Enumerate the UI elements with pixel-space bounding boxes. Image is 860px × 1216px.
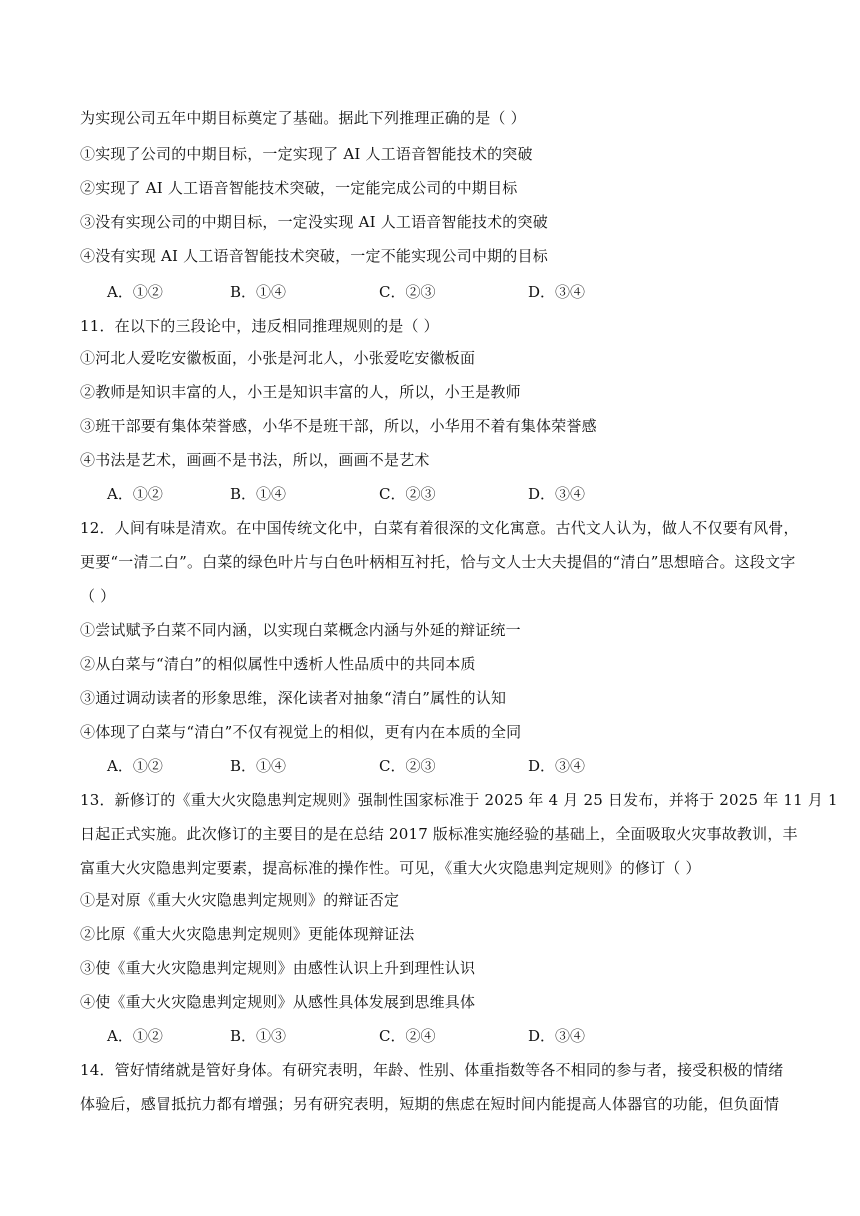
q11-option-a[interactable]: A．①② [107, 485, 163, 503]
q12-option-d[interactable]: D．③④ [528, 757, 586, 775]
q10-option-c[interactable]: C．②③ [379, 283, 436, 301]
q13-stem-line-1: 13．新修订的《重大火灾隐患判定规则》强制性国家标准于 2025 年 4 月 25 日发布，并将于 2025 年 11 月 1 [80, 791, 838, 809]
q12-option-a[interactable]: A．①② [107, 757, 163, 775]
q13-option-b[interactable]: B．①③ [230, 1027, 287, 1045]
q13-option-a[interactable]: A．①② [107, 1027, 163, 1045]
q12-item-4: ④体现了白菜与“清白”不仅有视觉上的相似，更有内在本质的全同 [80, 723, 522, 741]
q13-stem-line-3: 富重大火灾隐患判定要素，提高标准的操作性。可见，《重大火灾隐患判定规则》的修订（ ） [80, 859, 701, 877]
q10-option-b[interactable]: B．①④ [230, 283, 287, 301]
q10-item-2: ②实现了 AI 人工语音智能技术突破，一定能完成公司的中期目标 [80, 179, 518, 197]
q11-item-2: ②教师是知识丰富的人，小王是知识丰富的人，所以，小王是教师 [80, 383, 521, 401]
q12-option-b[interactable]: B．①④ [230, 757, 287, 775]
q14-stem-line-1: 14．管好情绪就是管好身体。有研究表明，年龄、性别、体重指数等各不相同的参与者，接受积极的情绪 [80, 1061, 784, 1079]
q12-item-3: ③通过调动读者的形象思维，深化读者对抽象“清白”属性的认知 [80, 689, 507, 707]
q10-option-a[interactable]: A．①② [107, 283, 163, 301]
q11-option-d[interactable]: D．③④ [528, 485, 586, 503]
q11-stem: 11．在以下的三段论中，违反相同推理规则的是（ ） [80, 317, 439, 335]
q10-stem-tail: 为实现公司五年中期目标奠定了基础。据此下列推理正确的是（ ） [80, 109, 526, 127]
q10-item-1: ①实现了公司的中期目标，一定实现了 AI 人工语音智能技术的突破 [80, 145, 533, 163]
q13-item-3: ③使《重大火灾隐患判定规则》由感性认识上升到理性认识 [80, 959, 476, 977]
q11-item-3: ③班干部要有集体荣誉感，小华不是班干部，所以，小华用不着有集体荣誉感 [80, 417, 597, 435]
q14-stem-line-2: 体验后，感冒抵抗力都有增强；另有研究表明，短期的焦虑在短时间内能提高人体器官的功能，但负面情 [80, 1095, 780, 1113]
q10-option-d[interactable]: D．③④ [528, 283, 586, 301]
q13-item-2: ②比原《重大火灾隐患判定规则》更能体现辩证法 [80, 925, 415, 943]
q13-stem-line-2: 日起正式实施。此次修订的主要目的是在总结 2017 版标准实施经验的基础上，全面吸取火灾事故教训，丰 [80, 825, 798, 843]
q13-item-4: ④使《重大火灾隐患判定规则》从感性具体发展到思维具体 [80, 993, 476, 1011]
q10-item-3: ③没有实现公司的中期目标，一定没实现 AI 人工语音智能技术的突破 [80, 213, 548, 231]
q12-stem-line-1: 12．人间有味是清欢。在中国传统文化中，白菜有着很深的文化寓意。古代文人认为，做人不仅要有风骨， [80, 519, 799, 537]
q12-item-2: ②从白菜与“清白”的相似属性中透析人性品质中的共同本质 [80, 655, 476, 673]
q12-option-c[interactable]: C．②③ [379, 757, 436, 775]
q11-item-1: ①河北人爱吃安徽板面，小张是河北人，小张爱吃安徽板面 [80, 349, 476, 367]
q13-item-1: ①是对原《重大火灾隐患判定规则》的辩证否定 [80, 891, 400, 909]
q12-stem-line-3: （ ） [80, 587, 116, 605]
q11-option-c[interactable]: C．②③ [379, 485, 436, 503]
q13-option-c[interactable]: C．②④ [379, 1027, 436, 1045]
q10-item-4: ④没有实现 AI 人工语音智能技术突破，一定不能实现公司中期的目标 [80, 247, 548, 265]
q12-item-1: ①尝试赋予白菜不同内涵，以实现白菜概念内涵与外延的辩证统一 [80, 621, 521, 639]
q11-item-4: ④书法是艺术，画画不是书法，所以，画画不是艺术 [80, 451, 430, 469]
q13-option-d[interactable]: D．③④ [528, 1027, 586, 1045]
q11-option-b[interactable]: B．①④ [230, 485, 287, 503]
q12-stem-line-2: 更要“一清二白”。白菜的绿色叶片与白色叶柄相互衬托，恰与文人士大夫提倡的“清白”思想暗合。这段文字 [80, 553, 796, 571]
